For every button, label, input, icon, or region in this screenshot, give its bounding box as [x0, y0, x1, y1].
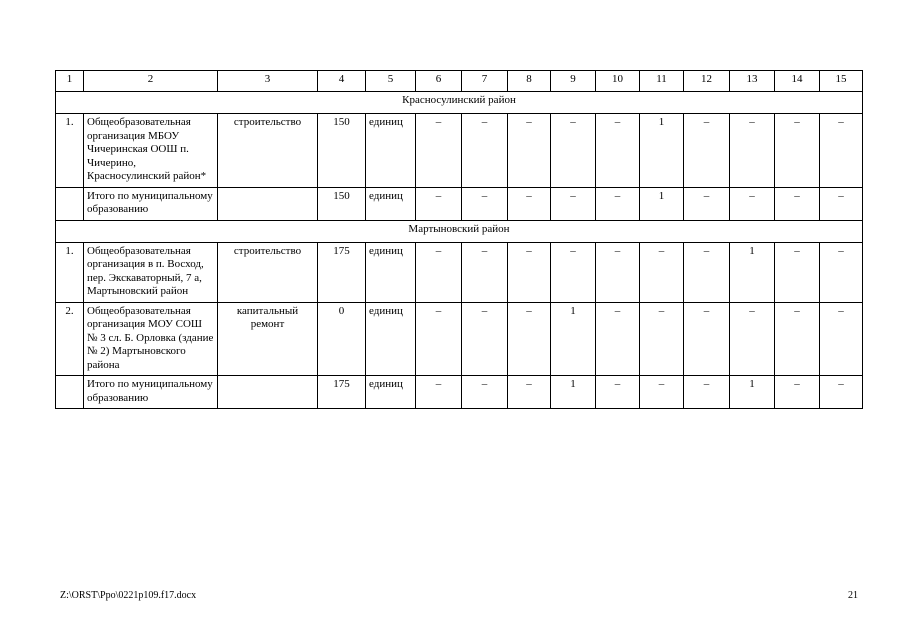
- value-cell: –: [508, 114, 551, 188]
- header-cell: 10: [596, 71, 640, 92]
- header-cell: 14: [775, 71, 820, 92]
- value-cell: –: [596, 376, 640, 409]
- value-cell: –: [508, 242, 551, 302]
- value-cell: –: [684, 187, 730, 220]
- value-cell: –: [416, 376, 462, 409]
- value-cell: –: [596, 114, 640, 188]
- value-cell: –: [730, 114, 775, 188]
- value-cell: –: [684, 114, 730, 188]
- work-type: строительство: [218, 242, 318, 302]
- section-row: [56, 92, 863, 114]
- value-cell: –: [640, 242, 684, 302]
- section-title: Красносулинский район: [56, 92, 863, 114]
- value-cell: –: [508, 302, 551, 376]
- unit: единиц: [366, 187, 416, 220]
- value-cell: –: [551, 114, 596, 188]
- value-cell: –: [551, 242, 596, 302]
- value-cell: –: [730, 302, 775, 376]
- value-cell: –: [416, 114, 462, 188]
- table-row: [56, 187, 863, 220]
- value-cell: 1: [640, 114, 684, 188]
- page-number: 21: [848, 590, 858, 601]
- footer-file-path: Z:\ORST\Ppo\0221p109.f17.docx: [60, 590, 197, 601]
- value-cell: –: [508, 187, 551, 220]
- header-cell: 8: [508, 71, 551, 92]
- value-cell: –: [775, 242, 820, 302]
- header-cell: 7: [462, 71, 508, 92]
- header-cell: 3: [218, 71, 318, 92]
- value-cell: 1: [730, 376, 775, 409]
- header-row: [56, 71, 863, 92]
- value-cell: –: [684, 242, 730, 302]
- header-cell: 4: [318, 71, 366, 92]
- value-cell: –: [462, 187, 508, 220]
- table-row: [56, 242, 863, 302]
- row-number: 1.: [56, 114, 84, 188]
- capacity: 150: [318, 114, 366, 188]
- value-cell: –: [596, 242, 640, 302]
- value-cell: –: [551, 187, 596, 220]
- value-cell: –: [596, 187, 640, 220]
- value-cell: –: [462, 376, 508, 409]
- capacity: 175: [318, 242, 366, 302]
- value-cell: –: [820, 187, 863, 220]
- value-cell: –: [775, 114, 820, 188]
- value-cell: –: [596, 302, 640, 376]
- value-cell: –: [416, 187, 462, 220]
- value-cell: –: [462, 302, 508, 376]
- row-number: 2.: [56, 302, 84, 376]
- table-row: [56, 114, 863, 188]
- work-type: капитальный ремонт: [218, 302, 318, 376]
- work-type: строительство: [218, 114, 318, 188]
- row-number: [56, 376, 84, 409]
- object-name: Общеобразовательная организация в п. Восход, пер. Экскаваторный, 7 а, Мартыновский район: [84, 242, 218, 302]
- value-cell: 1: [640, 187, 684, 220]
- value-cell: –: [775, 302, 820, 376]
- value-cell: –: [775, 376, 820, 409]
- row-number: 1.: [56, 242, 84, 302]
- object-name: Общеобразовательная организация МОУ СОШ № 3 сл. Б. Орловка (здание № 2) Мартыновского района: [84, 302, 218, 376]
- value-cell: –: [416, 242, 462, 302]
- object-name: Итого по муниципальному образованию: [84, 376, 218, 409]
- work-type: [218, 187, 318, 220]
- header-cell: 9: [551, 71, 596, 92]
- work-type: [218, 376, 318, 409]
- data-table: [55, 70, 863, 409]
- unit: единиц: [366, 376, 416, 409]
- header-cell: 13: [730, 71, 775, 92]
- value-cell: –: [508, 376, 551, 409]
- header-cell: 15: [820, 71, 863, 92]
- table-row: [56, 376, 863, 409]
- header-cell: 5: [366, 71, 416, 92]
- header-cell: 12: [684, 71, 730, 92]
- row-number: [56, 187, 84, 220]
- table-row: [56, 302, 863, 376]
- value-cell: –: [684, 302, 730, 376]
- value-cell: –: [730, 187, 775, 220]
- object-name: Общеобразовательная организация МБОУ Чичеринская ООШ п. Чичерино, Красносулинский район*: [84, 114, 218, 188]
- value-cell: –: [640, 302, 684, 376]
- value-cell: –: [640, 376, 684, 409]
- capacity: 150: [318, 187, 366, 220]
- value-cell: –: [684, 376, 730, 409]
- capacity: 175: [318, 376, 366, 409]
- value-cell: –: [820, 242, 863, 302]
- value-cell: 1: [551, 376, 596, 409]
- table-body: [56, 71, 863, 409]
- value-cell: –: [416, 302, 462, 376]
- value-cell: –: [462, 242, 508, 302]
- value-cell: –: [775, 187, 820, 220]
- section-title: Мартыновский район: [56, 220, 863, 242]
- unit: единиц: [366, 114, 416, 188]
- value-cell: –: [820, 114, 863, 188]
- object-name: Итого по муниципальному образованию: [84, 187, 218, 220]
- value-cell: –: [820, 376, 863, 409]
- header-cell: 2: [84, 71, 218, 92]
- header-cell: 1: [56, 71, 84, 92]
- value-cell: –: [820, 302, 863, 376]
- header-cell: 6: [416, 71, 462, 92]
- unit: единиц: [366, 242, 416, 302]
- unit: единиц: [366, 302, 416, 376]
- value-cell: –: [462, 114, 508, 188]
- header-cell: 11: [640, 71, 684, 92]
- capacity: 0: [318, 302, 366, 376]
- section-row: [56, 220, 863, 242]
- value-cell: 1: [730, 242, 775, 302]
- value-cell: 1: [551, 302, 596, 376]
